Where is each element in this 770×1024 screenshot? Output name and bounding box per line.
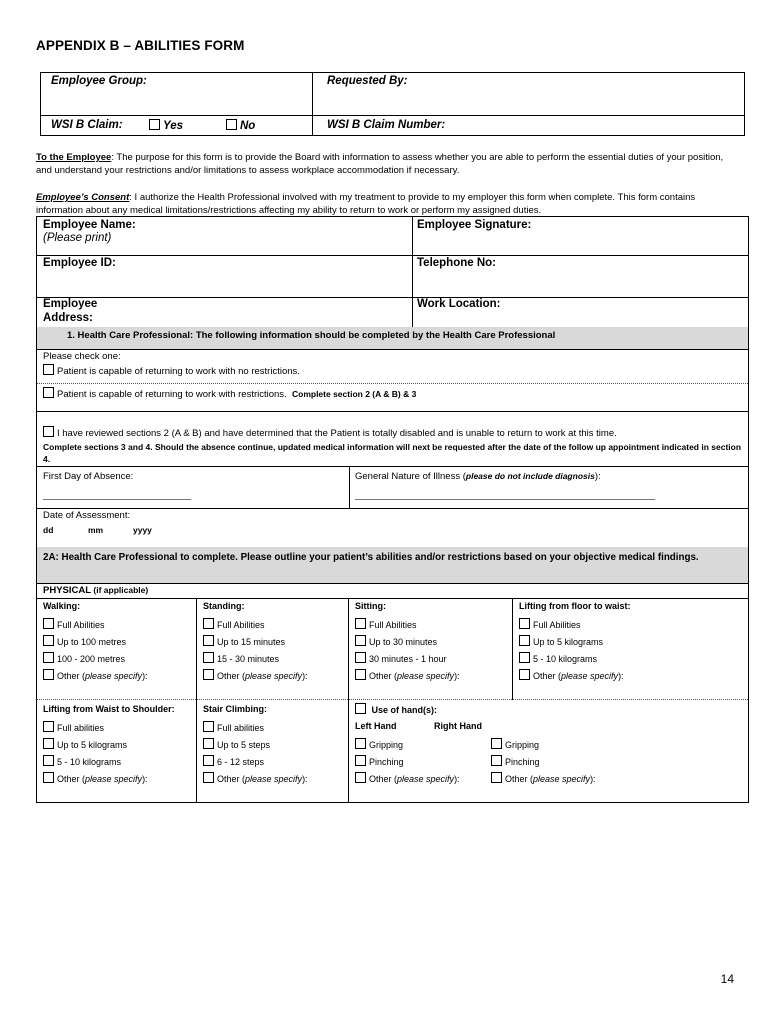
disabled-note: Complete sections 3 and 4. Should the absence continue, updated medical information will next be requested after the date of the follow up appointment indicated in section 4. xyxy=(43,442,742,464)
left-hand-opt-2[interactable]: Other (please specify): xyxy=(355,772,460,784)
standing-title: Standing: xyxy=(203,601,245,611)
no-checkbox[interactable] xyxy=(226,119,237,130)
page-number: 14 xyxy=(720,972,734,986)
right-hand-checkbox[interactable] xyxy=(491,755,502,766)
stair-opt-3[interactable]: Other (please specify): xyxy=(203,772,308,784)
standing-checkbox[interactable] xyxy=(203,635,214,646)
general-nature-label: General Nature of Illness (please do not include diagnosis): xyxy=(355,471,601,482)
to-employee-paragraph: To the Employee: The purpose for this form is to provide the Board with information to assess whether you are able to perform the essential duties of your position, and understand your restrictions and/or limitations to assess workplace accommodation if necessary. xyxy=(36,152,724,176)
right-hand-opt-1[interactable]: Pinching xyxy=(491,755,540,767)
work-location-label: Work Location: xyxy=(417,298,501,310)
left-hand-checkbox[interactable] xyxy=(355,772,366,783)
walking-opt-2[interactable]: 100 - 200 metres xyxy=(43,652,125,664)
left-hand-opt-0[interactable]: Gripping xyxy=(355,738,403,750)
employee-signature-label: Employee Signature: xyxy=(417,219,532,231)
yyyy-label: yyyy xyxy=(133,525,152,535)
disabled-checkbox[interactable] xyxy=(43,426,54,437)
option-no-restrictions[interactable]: Patient is capable of returning to work with no restrictions. xyxy=(43,364,300,377)
main-form xyxy=(36,216,749,803)
left-hand-label: Left Hand xyxy=(355,721,397,731)
requested-by-label: Requested By: xyxy=(327,75,408,87)
lifting-shoulder-checkbox[interactable] xyxy=(43,738,54,749)
please-print-label: (Please print) xyxy=(43,232,112,244)
sitting-title: Sitting: xyxy=(355,601,386,611)
sitting-checkbox[interactable] xyxy=(355,635,366,646)
lifting-floor-checkbox[interactable] xyxy=(519,635,530,646)
lifting-shoulder-checkbox[interactable] xyxy=(43,721,54,732)
walking-opt-0[interactable]: Full Abilities xyxy=(43,618,105,630)
lifting-floor-opt-3[interactable]: Other (please specify): xyxy=(519,669,624,681)
wsib-yes-option[interactable]: Yes xyxy=(149,119,183,132)
please-check-label: Please check one: xyxy=(43,351,121,362)
physical-label: PHYSICAL (if applicable) xyxy=(43,585,149,596)
stair-checkbox[interactable] xyxy=(203,721,214,732)
lifting-floor-opt-2[interactable]: 5 - 10 kilograms xyxy=(519,652,597,664)
lifting-shoulder-opt-0[interactable]: Full abilities xyxy=(43,721,104,733)
first-day-label: First Day of Absence: xyxy=(43,471,134,482)
left-hand-checkbox[interactable] xyxy=(355,755,366,766)
right-hand-label: Right Hand xyxy=(434,721,482,731)
right-hand-checkbox[interactable] xyxy=(491,738,502,749)
date-assessment-label: Date of Assessment: xyxy=(43,510,131,521)
lifting-floor-checkbox[interactable] xyxy=(519,652,530,663)
standing-checkbox[interactable] xyxy=(203,669,214,680)
right-hand-opt-2[interactable]: Other (please specify): xyxy=(491,772,596,784)
sitting-opt-2[interactable]: 30 minutes - 1 hour xyxy=(355,652,447,664)
stair-opt-0[interactable]: Full abilities xyxy=(203,721,264,733)
stair-checkbox[interactable] xyxy=(203,738,214,749)
sitting-opt-0[interactable]: Full Abilities xyxy=(355,618,417,630)
stair-title: Stair Climbing: xyxy=(203,704,268,714)
wsib-claim-number-label: WSI B Claim Number: xyxy=(327,119,446,131)
sitting-checkbox[interactable] xyxy=(355,618,366,629)
standing-opt-3[interactable]: Other (please specify): xyxy=(203,669,308,681)
stair-checkbox[interactable] xyxy=(203,755,214,766)
lifting-floor-title: Lifting from floor to waist: xyxy=(519,601,631,611)
header-table xyxy=(40,72,745,136)
lifting-shoulder-title: Lifting from Waist to Shoulder: xyxy=(43,704,175,714)
walking-title: Walking: xyxy=(43,601,81,611)
hands-option[interactable]: Use of hand(s): xyxy=(355,703,437,715)
sitting-opt-3[interactable]: Other (please specify): xyxy=(355,669,460,681)
sitting-checkbox[interactable] xyxy=(355,669,366,680)
consent-paragraph: Employee’s Consent: I authorize the Health Professional involved with my treatment to provide to my employer this form when complete. This form contains information about any medical limitations/restrictions affecting my ability to return to work or perform my assigned duties. xyxy=(36,192,696,216)
lifting-shoulder-checkbox[interactable] xyxy=(43,755,54,766)
wsib-claim-label: WSI B Claim: xyxy=(51,119,123,131)
stair-opt-1[interactable]: Up to 5 steps xyxy=(203,738,270,750)
standing-opt-1[interactable]: Up to 15 minutes xyxy=(203,635,285,647)
hands-checkbox[interactable] xyxy=(355,703,366,714)
walking-opt-3[interactable]: Other (please specify): xyxy=(43,669,148,681)
employee-address-label-1: Employee xyxy=(43,298,98,310)
employee-name-label: Employee Name: xyxy=(43,219,136,231)
option-restrictions[interactable]: Patient is capable of returning to work with restrictions. Complete section 2 (A & B) & 3 xyxy=(43,387,416,400)
standing-opt-0[interactable]: Full Abilities xyxy=(203,618,265,630)
walking-checkbox[interactable] xyxy=(43,669,54,680)
mm-label: mm xyxy=(88,525,104,535)
lifting-shoulder-opt-1[interactable]: Up to 5 kilograms xyxy=(43,738,127,750)
general-nature-line[interactable] xyxy=(355,499,655,500)
walking-checkbox[interactable] xyxy=(43,635,54,646)
left-hand-opt-1[interactable]: Pinching xyxy=(355,755,404,767)
lifting-shoulder-checkbox[interactable] xyxy=(43,772,54,783)
standing-checkbox[interactable] xyxy=(203,652,214,663)
section2a-heading: 2A: Health Care Professional to complete. Please outline your patient’s abilities and/or restrictions based on your objective medical findings. xyxy=(43,552,699,563)
wsib-no-option[interactable]: No xyxy=(226,119,255,132)
dd-label: dd xyxy=(43,525,54,535)
option-disabled[interactable]: I have reviewed sections 2 (A & B) and have determined that the Patient is totally disabled and is unable to return to work at this time. xyxy=(43,426,617,439)
stair-opt-2[interactable]: 6 - 12 steps xyxy=(203,755,264,767)
left-hand-checkbox[interactable] xyxy=(355,738,366,749)
lifting-floor-checkbox[interactable] xyxy=(519,618,530,629)
walking-checkbox[interactable] xyxy=(43,618,54,629)
section1-heading: 1. Health Care Professional: The following information should be completed by the Health Care Professional xyxy=(67,330,556,341)
no-restrictions-checkbox[interactable] xyxy=(43,364,54,375)
lifting-floor-opt-0[interactable]: Full Abilities xyxy=(519,618,581,630)
yes-checkbox[interactable] xyxy=(149,119,160,130)
first-day-line[interactable] xyxy=(43,499,191,500)
employee-id-label: Employee ID: xyxy=(43,257,116,269)
telephone-label: Telephone No: xyxy=(417,257,497,269)
lifting-shoulder-opt-2[interactable]: 5 - 10 kilograms xyxy=(43,755,121,767)
lifting-floor-opt-1[interactable]: Up to 5 kilograms xyxy=(519,635,603,647)
lifting-floor-checkbox[interactable] xyxy=(519,669,530,680)
page-title: APPENDIX B – ABILITIES FORM xyxy=(36,38,245,53)
employee-group-label: Employee Group: xyxy=(51,75,147,87)
sitting-checkbox[interactable] xyxy=(355,652,366,663)
stair-checkbox[interactable] xyxy=(203,772,214,783)
standing-opt-2[interactable]: 15 - 30 minutes xyxy=(203,652,279,664)
sitting-opt-1[interactable]: Up to 30 minutes xyxy=(355,635,437,647)
restrictions-checkbox[interactable] xyxy=(43,387,54,398)
walking-checkbox[interactable] xyxy=(43,652,54,663)
walking-opt-1[interactable]: Up to 100 metres xyxy=(43,635,126,647)
standing-checkbox[interactable] xyxy=(203,618,214,629)
employee-address-label-2: Address: xyxy=(43,312,93,324)
right-hand-opt-0[interactable]: Gripping xyxy=(491,738,539,750)
lifting-shoulder-opt-3[interactable]: Other (please specify): xyxy=(43,772,148,784)
right-hand-checkbox[interactable] xyxy=(491,772,502,783)
